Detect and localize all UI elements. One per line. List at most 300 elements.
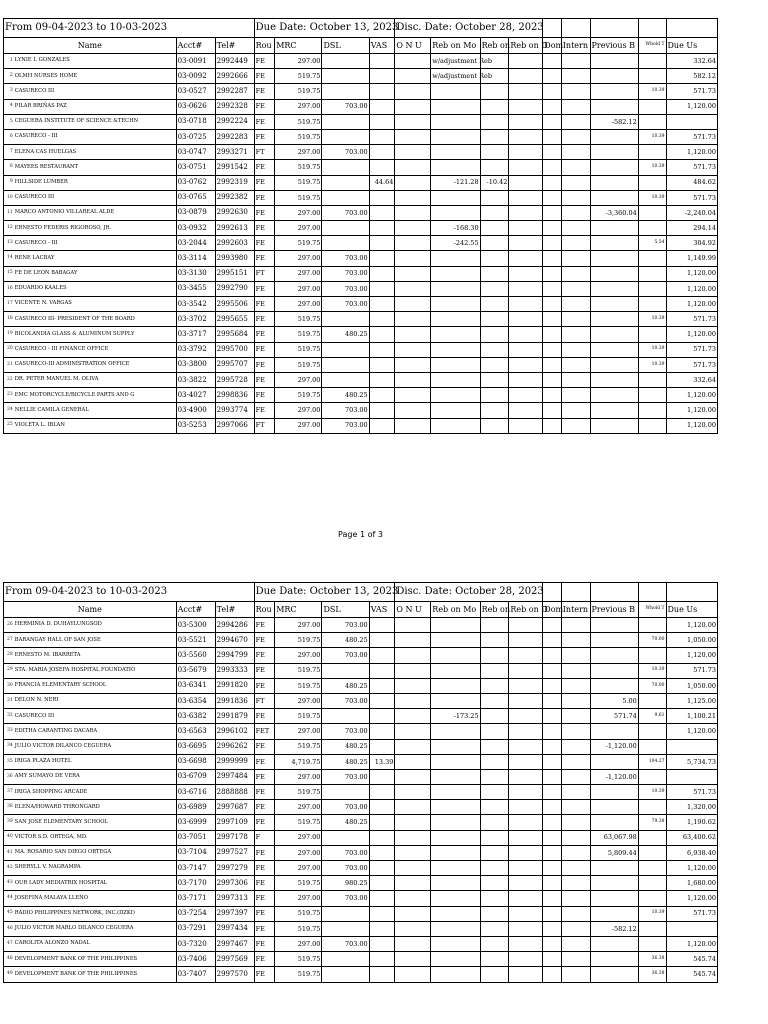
customer-name: DEVELOPMENT BANK OF THE PHILIPPINES bbox=[14, 952, 176, 967]
rebate-d bbox=[509, 891, 543, 906]
withholding-tax bbox=[638, 769, 666, 784]
mrc-amount: 519.75 bbox=[275, 785, 322, 800]
telephone-number: 2997279 bbox=[215, 861, 254, 876]
table-row bbox=[4, 418, 718, 433]
telephone-number: 2991542 bbox=[215, 160, 254, 175]
rebate-d bbox=[509, 754, 543, 769]
dom-cell bbox=[543, 221, 561, 236]
table-row bbox=[4, 84, 718, 99]
previous-balance: -582.12 bbox=[590, 921, 638, 936]
telephone-number: 2997397 bbox=[215, 906, 254, 921]
withholding-tax: 10.39 bbox=[638, 129, 666, 144]
dsl-amount: 703.00 bbox=[322, 693, 369, 708]
withholding-tax bbox=[638, 145, 666, 160]
route-code: FE bbox=[254, 678, 275, 693]
dom-cell bbox=[543, 891, 561, 906]
table-row bbox=[4, 69, 718, 84]
dsl-amount bbox=[322, 69, 369, 84]
account-number: 03-6716 bbox=[176, 785, 215, 800]
rebate-d bbox=[509, 936, 543, 951]
route-code: FT bbox=[254, 266, 275, 281]
telephone-number: 2997569 bbox=[215, 952, 254, 967]
rebate-mo bbox=[431, 724, 480, 739]
route-code: FE bbox=[254, 663, 275, 678]
telephone-number: 2994670 bbox=[215, 633, 254, 648]
rebate-on bbox=[480, 921, 509, 936]
onu-cell bbox=[395, 678, 431, 693]
account-number: 03-3822 bbox=[176, 372, 215, 387]
route-code: FE bbox=[254, 648, 275, 663]
amount-due: 1,120.00 bbox=[666, 724, 717, 739]
rebate-mo bbox=[431, 129, 480, 144]
account-number: 03-7320 bbox=[176, 936, 215, 951]
rebate-on bbox=[480, 281, 509, 296]
rebate-on bbox=[480, 709, 509, 724]
amount-due: 582.12 bbox=[666, 69, 717, 84]
onu-cell bbox=[395, 114, 431, 129]
mrc-amount: 519.75 bbox=[275, 84, 322, 99]
col-due: Due Us bbox=[666, 602, 717, 618]
mrc-amount: 297.00 bbox=[275, 800, 322, 815]
dom-cell bbox=[543, 830, 561, 845]
rebate-on bbox=[480, 418, 509, 433]
rebate-d bbox=[509, 190, 543, 205]
previous-balance bbox=[590, 952, 638, 967]
onu-cell bbox=[395, 145, 431, 160]
rebate-mo bbox=[431, 769, 480, 784]
route-code: FE bbox=[254, 815, 275, 830]
dsl-amount bbox=[322, 967, 369, 982]
rebate-on bbox=[480, 114, 509, 129]
account-number: 03-3800 bbox=[176, 357, 215, 372]
rebate-d bbox=[509, 815, 543, 830]
mrc-amount: 519.75 bbox=[275, 709, 322, 724]
table-row bbox=[4, 678, 718, 693]
mrc-amount: 519.75 bbox=[275, 175, 322, 190]
customer-name: CASURECO - III bbox=[14, 236, 176, 251]
dom-cell bbox=[543, 342, 561, 357]
table-row bbox=[4, 921, 718, 936]
withholding-tax: 104.27 bbox=[638, 754, 666, 769]
intern-cell bbox=[561, 312, 590, 327]
withholding-tax bbox=[638, 693, 666, 708]
withholding-tax: 10.39 bbox=[638, 663, 666, 678]
onu-cell bbox=[395, 190, 431, 205]
mrc-amount: 519.75 bbox=[275, 312, 322, 327]
mrc-amount: 297.00 bbox=[275, 891, 322, 906]
intern-cell bbox=[561, 618, 590, 633]
rebate-mo bbox=[431, 342, 480, 357]
vas-amount bbox=[369, 114, 395, 129]
dsl-amount bbox=[322, 709, 369, 724]
dsl-amount bbox=[322, 175, 369, 190]
rebate-on bbox=[480, 952, 509, 967]
table-row bbox=[4, 99, 718, 114]
previous-balance bbox=[590, 418, 638, 433]
customer-name: VICTOR S.D. ORTEGA, MD. bbox=[14, 830, 176, 845]
col-reb-d: Reb on D bbox=[509, 602, 543, 618]
intern-cell bbox=[561, 739, 590, 754]
customer-name: DELON N. NERI bbox=[14, 693, 176, 708]
dsl-amount: 703.00 bbox=[322, 861, 369, 876]
vas-amount bbox=[369, 129, 395, 144]
row-number: 44 bbox=[4, 891, 14, 906]
row-number: 30 bbox=[4, 678, 14, 693]
amount-due: 1,120.00 bbox=[666, 418, 717, 433]
row-number: 36 bbox=[4, 769, 14, 784]
table-row bbox=[4, 785, 718, 800]
table-row bbox=[4, 845, 718, 860]
mrc-amount: 519.75 bbox=[275, 921, 322, 936]
intern-cell bbox=[561, 418, 590, 433]
onu-cell bbox=[395, 648, 431, 663]
previous-balance: 5,809.44 bbox=[590, 845, 638, 860]
vas-amount: 44.64 bbox=[369, 175, 395, 190]
previous-balance bbox=[590, 357, 638, 372]
row-number: 9 bbox=[4, 175, 14, 190]
vas-amount bbox=[369, 967, 395, 982]
customer-name: MA. ROSARIO SAN DIEGO ORTEGA bbox=[14, 845, 176, 860]
customer-name: ERNESTO M. IBARRETA bbox=[14, 648, 176, 663]
rebate-mo bbox=[431, 266, 480, 281]
customer-name: JULIO VICTOR MARLO DILANCO CEGUERA bbox=[14, 921, 176, 936]
previous-balance: 5.00 bbox=[590, 693, 638, 708]
col-reb-on: Reb on bbox=[480, 38, 509, 54]
dom-cell bbox=[543, 312, 561, 327]
mrc-amount: 519.75 bbox=[275, 678, 322, 693]
intern-cell bbox=[561, 160, 590, 175]
row-number: 10 bbox=[4, 190, 14, 205]
mrc-amount: 297.00 bbox=[275, 372, 322, 387]
mrc-amount: 297.00 bbox=[275, 861, 322, 876]
rebate-d bbox=[509, 952, 543, 967]
amount-due: 1,320.00 bbox=[666, 800, 717, 815]
row-number: 22 bbox=[4, 372, 14, 387]
mrc-amount: 519.75 bbox=[275, 327, 322, 342]
rebate-mo bbox=[431, 403, 480, 418]
vas-amount bbox=[369, 709, 395, 724]
row-number: 23 bbox=[4, 388, 14, 403]
intern-cell bbox=[561, 800, 590, 815]
dsl-amount bbox=[322, 663, 369, 678]
withholding-tax bbox=[638, 266, 666, 281]
rebate-mo bbox=[431, 876, 480, 891]
rebate-on: -10.42 bbox=[480, 175, 509, 190]
rebate-mo bbox=[431, 693, 480, 708]
dom-cell bbox=[543, 266, 561, 281]
intern-cell bbox=[561, 891, 590, 906]
amount-due: 1,050.00 bbox=[666, 633, 717, 648]
mrc-amount: 519.75 bbox=[275, 236, 322, 251]
previous-balance bbox=[590, 648, 638, 663]
telephone-number: 2995700 bbox=[215, 342, 254, 357]
withholding-tax bbox=[638, 251, 666, 266]
table-row bbox=[4, 663, 718, 678]
account-number: 03-0092 bbox=[176, 69, 215, 84]
vas-amount bbox=[369, 876, 395, 891]
route-code: FE bbox=[254, 84, 275, 99]
vas-amount bbox=[369, 221, 395, 236]
vas-amount bbox=[369, 190, 395, 205]
dsl-amount: 703.00 bbox=[322, 936, 369, 951]
rebate-on bbox=[480, 190, 509, 205]
route-code: FE bbox=[254, 618, 275, 633]
rebate-d bbox=[509, 921, 543, 936]
dsl-amount: 703.00 bbox=[322, 800, 369, 815]
dsl-amount bbox=[322, 236, 369, 251]
telephone-number: 2991879 bbox=[215, 709, 254, 724]
dsl-amount: 703.00 bbox=[322, 99, 369, 114]
onu-cell bbox=[395, 830, 431, 845]
rebate-d bbox=[509, 769, 543, 784]
rebate-on bbox=[480, 663, 509, 678]
intern-cell bbox=[561, 84, 590, 99]
mrc-amount: 297.00 bbox=[275, 221, 322, 236]
withholding-tax bbox=[638, 418, 666, 433]
dom-cell bbox=[543, 418, 561, 433]
dom-cell bbox=[543, 175, 561, 190]
mrc-amount: 297.00 bbox=[275, 54, 322, 69]
table-row bbox=[4, 906, 718, 921]
onu-cell bbox=[395, 69, 431, 84]
customer-name: FE DE LEON BABAGAY bbox=[14, 266, 176, 281]
billing-rows bbox=[4, 54, 718, 434]
rebate-mo bbox=[431, 754, 480, 769]
onu-cell bbox=[395, 845, 431, 860]
telephone-number: 2995506 bbox=[215, 297, 254, 312]
rebate-mo bbox=[431, 891, 480, 906]
account-number: 03-6709 bbox=[176, 769, 215, 784]
mrc-amount: 519.75 bbox=[275, 114, 322, 129]
rebate-d bbox=[509, 281, 543, 296]
telephone-number: 2992613 bbox=[215, 221, 254, 236]
amount-due: 1,120.00 bbox=[666, 99, 717, 114]
route-code: FE bbox=[254, 936, 275, 951]
rebate-on bbox=[480, 236, 509, 251]
dom-cell bbox=[543, 160, 561, 175]
previous-balance bbox=[590, 327, 638, 342]
amount-due: 63,400.62 bbox=[666, 830, 717, 845]
account-number: 03-7407 bbox=[176, 967, 215, 982]
customer-name: CASURECO III bbox=[14, 84, 176, 99]
rebate-d bbox=[509, 175, 543, 190]
route-code: FE bbox=[254, 800, 275, 815]
customer-name: BARANGAY HALL OF SAN JOSE bbox=[14, 633, 176, 648]
dom-cell bbox=[543, 403, 561, 418]
account-number: 03-0879 bbox=[176, 205, 215, 220]
mrc-amount: 297.00 bbox=[275, 99, 322, 114]
dsl-amount: 703.00 bbox=[322, 403, 369, 418]
vas-amount bbox=[369, 160, 395, 175]
rebate-on bbox=[480, 830, 509, 845]
row-number: 34 bbox=[4, 739, 14, 754]
mrc-amount: 519.75 bbox=[275, 342, 322, 357]
table-row bbox=[4, 633, 718, 648]
col-reb-mo: Reb on Mo bbox=[431, 602, 480, 618]
vas-amount bbox=[369, 921, 395, 936]
telephone-number: 2992449 bbox=[215, 54, 254, 69]
rebate-d bbox=[509, 342, 543, 357]
account-number: 03-6999 bbox=[176, 815, 215, 830]
rebate-d bbox=[509, 312, 543, 327]
rebate-d bbox=[509, 129, 543, 144]
withholding-tax bbox=[638, 281, 666, 296]
route-code: FE bbox=[254, 327, 275, 342]
disc-date-label: Disc. Date: October 28, 2023 bbox=[395, 19, 543, 38]
dsl-amount: 480.25 bbox=[322, 633, 369, 648]
col-intern: Intern bbox=[561, 602, 590, 618]
dsl-amount bbox=[322, 54, 369, 69]
dom-cell bbox=[543, 190, 561, 205]
vas-amount bbox=[369, 357, 395, 372]
table-row bbox=[4, 175, 718, 190]
dsl-amount bbox=[322, 830, 369, 845]
row-number: 46 bbox=[4, 921, 14, 936]
previous-balance bbox=[590, 876, 638, 891]
dsl-amount: 480.25 bbox=[322, 815, 369, 830]
withholding-tax bbox=[638, 114, 666, 129]
amount-due: 571.73 bbox=[666, 84, 717, 99]
intern-cell bbox=[561, 754, 590, 769]
table-row bbox=[4, 297, 718, 312]
dsl-amount: 703.00 bbox=[322, 418, 369, 433]
route-code: FT bbox=[254, 145, 275, 160]
vas-amount bbox=[369, 678, 395, 693]
row-number: 45 bbox=[4, 906, 14, 921]
withholding-tax: 10.39 bbox=[638, 906, 666, 921]
dom-cell bbox=[543, 936, 561, 951]
telephone-number: 2997434 bbox=[215, 921, 254, 936]
previous-balance bbox=[590, 618, 638, 633]
table-row bbox=[4, 372, 718, 387]
withholding-tax: 10.39 bbox=[638, 312, 666, 327]
withholding-tax: 79.38 bbox=[638, 815, 666, 830]
account-number: 03-6695 bbox=[176, 739, 215, 754]
account-number: 03-5560 bbox=[176, 648, 215, 663]
rebate-on bbox=[480, 678, 509, 693]
customer-name: CAROLITA ALONZO NADAL bbox=[14, 936, 176, 951]
intern-cell bbox=[561, 403, 590, 418]
telephone-number: 2996102 bbox=[215, 724, 254, 739]
rebate-mo: -121.28 bbox=[431, 175, 480, 190]
vas-amount bbox=[369, 54, 395, 69]
customer-name: LYNIE I. GONZALES bbox=[14, 54, 176, 69]
row-number: 18 bbox=[4, 312, 14, 327]
telephone-number: 2993980 bbox=[215, 251, 254, 266]
row-number: 27 bbox=[4, 633, 14, 648]
rebate-d bbox=[509, 830, 543, 845]
mrc-amount: 297.00 bbox=[275, 830, 322, 845]
customer-name: AMY SUMAYO DE VERA bbox=[14, 769, 176, 784]
dom-cell bbox=[543, 114, 561, 129]
vas-amount bbox=[369, 739, 395, 754]
previous-balance bbox=[590, 663, 638, 678]
account-number: 03-3542 bbox=[176, 297, 215, 312]
route-code: FE bbox=[254, 297, 275, 312]
due-date-label: Due Date: October 13, 2023 bbox=[254, 19, 369, 38]
dom-cell bbox=[543, 693, 561, 708]
account-number: 03-6382 bbox=[176, 709, 215, 724]
rebate-mo bbox=[431, 830, 480, 845]
dom-cell bbox=[543, 54, 561, 69]
onu-cell bbox=[395, 84, 431, 99]
onu-cell bbox=[395, 739, 431, 754]
onu-cell bbox=[395, 266, 431, 281]
route-code: FE bbox=[254, 633, 275, 648]
rebate-mo bbox=[431, 845, 480, 860]
withholding-tax bbox=[638, 936, 666, 951]
account-number: 03-0765 bbox=[176, 190, 215, 205]
telephone-number: 2997313 bbox=[215, 891, 254, 906]
vas-amount bbox=[369, 342, 395, 357]
customer-name: RENE LACBAY bbox=[14, 251, 176, 266]
row-number: 32 bbox=[4, 709, 14, 724]
onu-cell bbox=[395, 281, 431, 296]
table-row bbox=[4, 54, 718, 69]
withholding-tax: 10.39 bbox=[638, 357, 666, 372]
intern-cell bbox=[561, 54, 590, 69]
rebate-d bbox=[509, 205, 543, 220]
rebate-on bbox=[480, 800, 509, 815]
intern-cell bbox=[561, 876, 590, 891]
amount-due: 1,120.00 bbox=[666, 266, 717, 281]
table-row bbox=[4, 190, 718, 205]
rebate-on bbox=[480, 99, 509, 114]
statement-page-1 bbox=[3, 18, 718, 539]
customer-name: CASURECO - III bbox=[14, 129, 176, 144]
previous-balance bbox=[590, 236, 638, 251]
rebate-on bbox=[480, 815, 509, 830]
rebate-on bbox=[480, 221, 509, 236]
mrc-amount: 519.75 bbox=[275, 952, 322, 967]
mrc-amount: 519.75 bbox=[275, 906, 322, 921]
telephone-number: 2993774 bbox=[215, 403, 254, 418]
account-number: 03-6563 bbox=[176, 724, 215, 739]
previous-balance bbox=[590, 160, 638, 175]
table-row bbox=[4, 739, 718, 754]
customer-name: CASURECO III bbox=[14, 190, 176, 205]
withholding-tax: 70.00 bbox=[638, 633, 666, 648]
account-number: 03-0747 bbox=[176, 145, 215, 160]
rebate-on bbox=[480, 145, 509, 160]
onu-cell bbox=[395, 952, 431, 967]
customer-name: CASURECO III bbox=[14, 709, 176, 724]
previous-balance: -1,120.00 bbox=[590, 739, 638, 754]
amount-due: 1,120.00 bbox=[666, 618, 717, 633]
previous-balance bbox=[590, 800, 638, 815]
row-number: 35 bbox=[4, 754, 14, 769]
dom-cell bbox=[543, 357, 561, 372]
intern-cell bbox=[561, 175, 590, 190]
amount-due: 1,125.00 bbox=[666, 693, 717, 708]
col-dsl: DSL bbox=[322, 602, 369, 618]
row-number: 29 bbox=[4, 663, 14, 678]
due-date-label: Due Date: October 13, 2023 bbox=[254, 583, 369, 602]
intern-cell bbox=[561, 145, 590, 160]
rebate-mo bbox=[431, 861, 480, 876]
dom-cell bbox=[543, 724, 561, 739]
dsl-amount bbox=[322, 160, 369, 175]
telephone-number: 2992283 bbox=[215, 129, 254, 144]
rebate-on bbox=[480, 618, 509, 633]
vas-amount bbox=[369, 663, 395, 678]
withholding-tax bbox=[638, 724, 666, 739]
table-row bbox=[4, 251, 718, 266]
rebate-d bbox=[509, 221, 543, 236]
table-row bbox=[4, 403, 718, 418]
row-number: 25 bbox=[4, 418, 14, 433]
vas-amount bbox=[369, 281, 395, 296]
